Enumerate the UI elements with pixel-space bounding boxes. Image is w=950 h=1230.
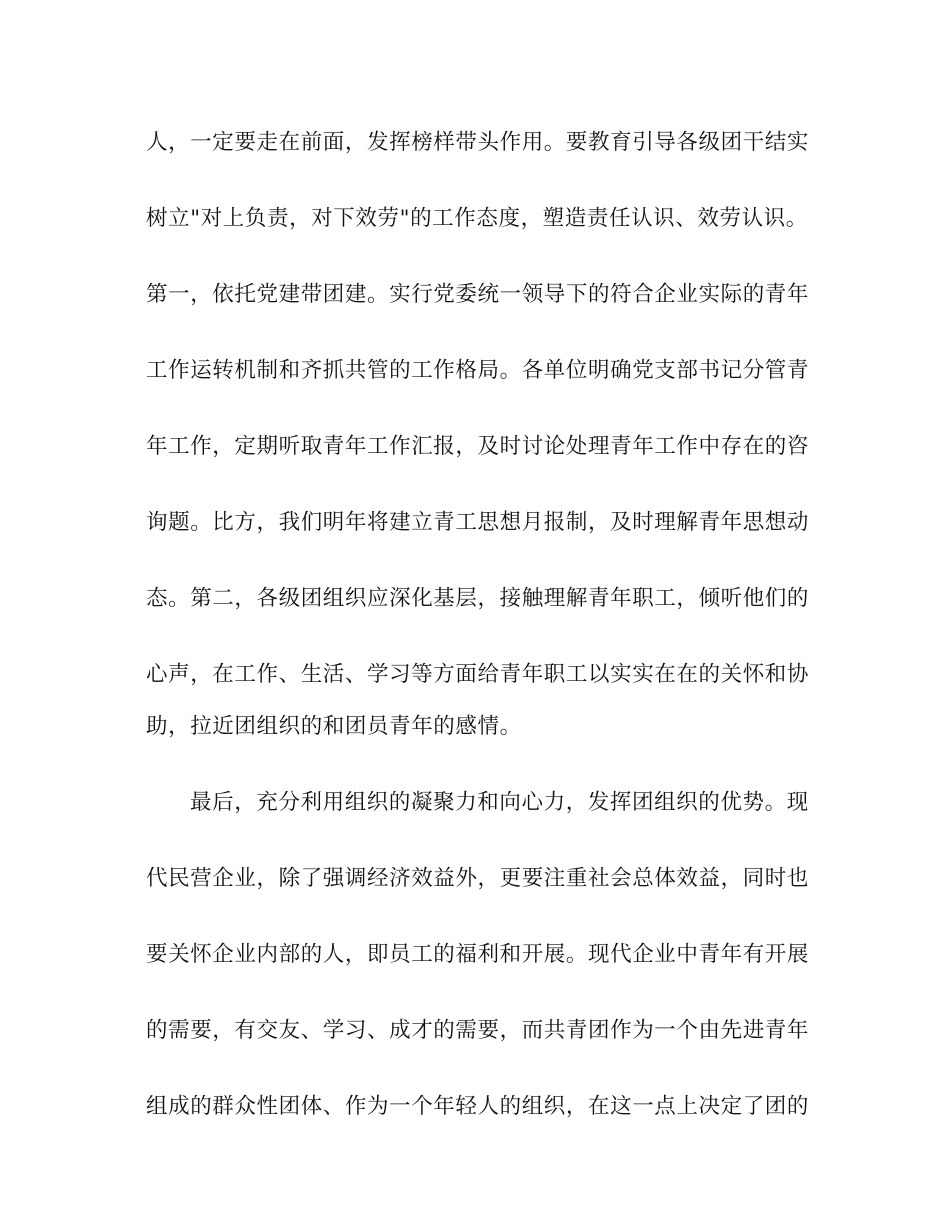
text-line: 心声，在工作、生活、学习等方面给青年职工以实实在在的关怀和协 bbox=[146, 662, 810, 687]
text-line: 工作运转机制和齐抓共管的工作格局。各单位明确党支部书记分管青 bbox=[146, 358, 810, 383]
paragraph-first-line: 最后，充分利用组织的凝聚力和向心力，发挥团组织的优势。现 bbox=[190, 790, 809, 815]
text-line: 组成的群众性团体、作为一个年轻人的组织，在这一点上决定了团的 bbox=[146, 1094, 810, 1119]
text-line: 态。第二，各级团组织应深化基层，接触理解青年职工，倾听他们的 bbox=[146, 586, 810, 611]
text-line: 要关怀企业内部的人，即员工的福利和开展。现代企业中青年有开展 bbox=[146, 942, 810, 967]
text-line: 第一，依托党建带团建。实行党委统一领导下的符合企业实际的青年 bbox=[146, 282, 810, 307]
text-line: 的需要，有交友、学习、成才的需要，而共青团作为一个由先进青年 bbox=[146, 1018, 810, 1043]
text-line: 询题。比方，我们明年将建立青工思想月报制，及时理解青年思想动 bbox=[146, 510, 810, 535]
text-line: 树立"对上负责，对下效劳"的工作态度，塑造责任认识、效劳认识。 bbox=[146, 206, 808, 231]
text-line: 代民营企业，除了强调经济效益外，更要注重社会总体效益，同时也 bbox=[146, 866, 810, 891]
text-line: 人，一定要走在前面，发挥榜样带头作用。要教育引导各级团干结实 bbox=[146, 130, 810, 155]
text-line: 助，拉近团组织的和团员青年的感情。 bbox=[146, 714, 522, 739]
text-line: 年工作，定期听取青年工作汇报，及时讨论处理青年工作中存在的咨 bbox=[146, 434, 810, 459]
